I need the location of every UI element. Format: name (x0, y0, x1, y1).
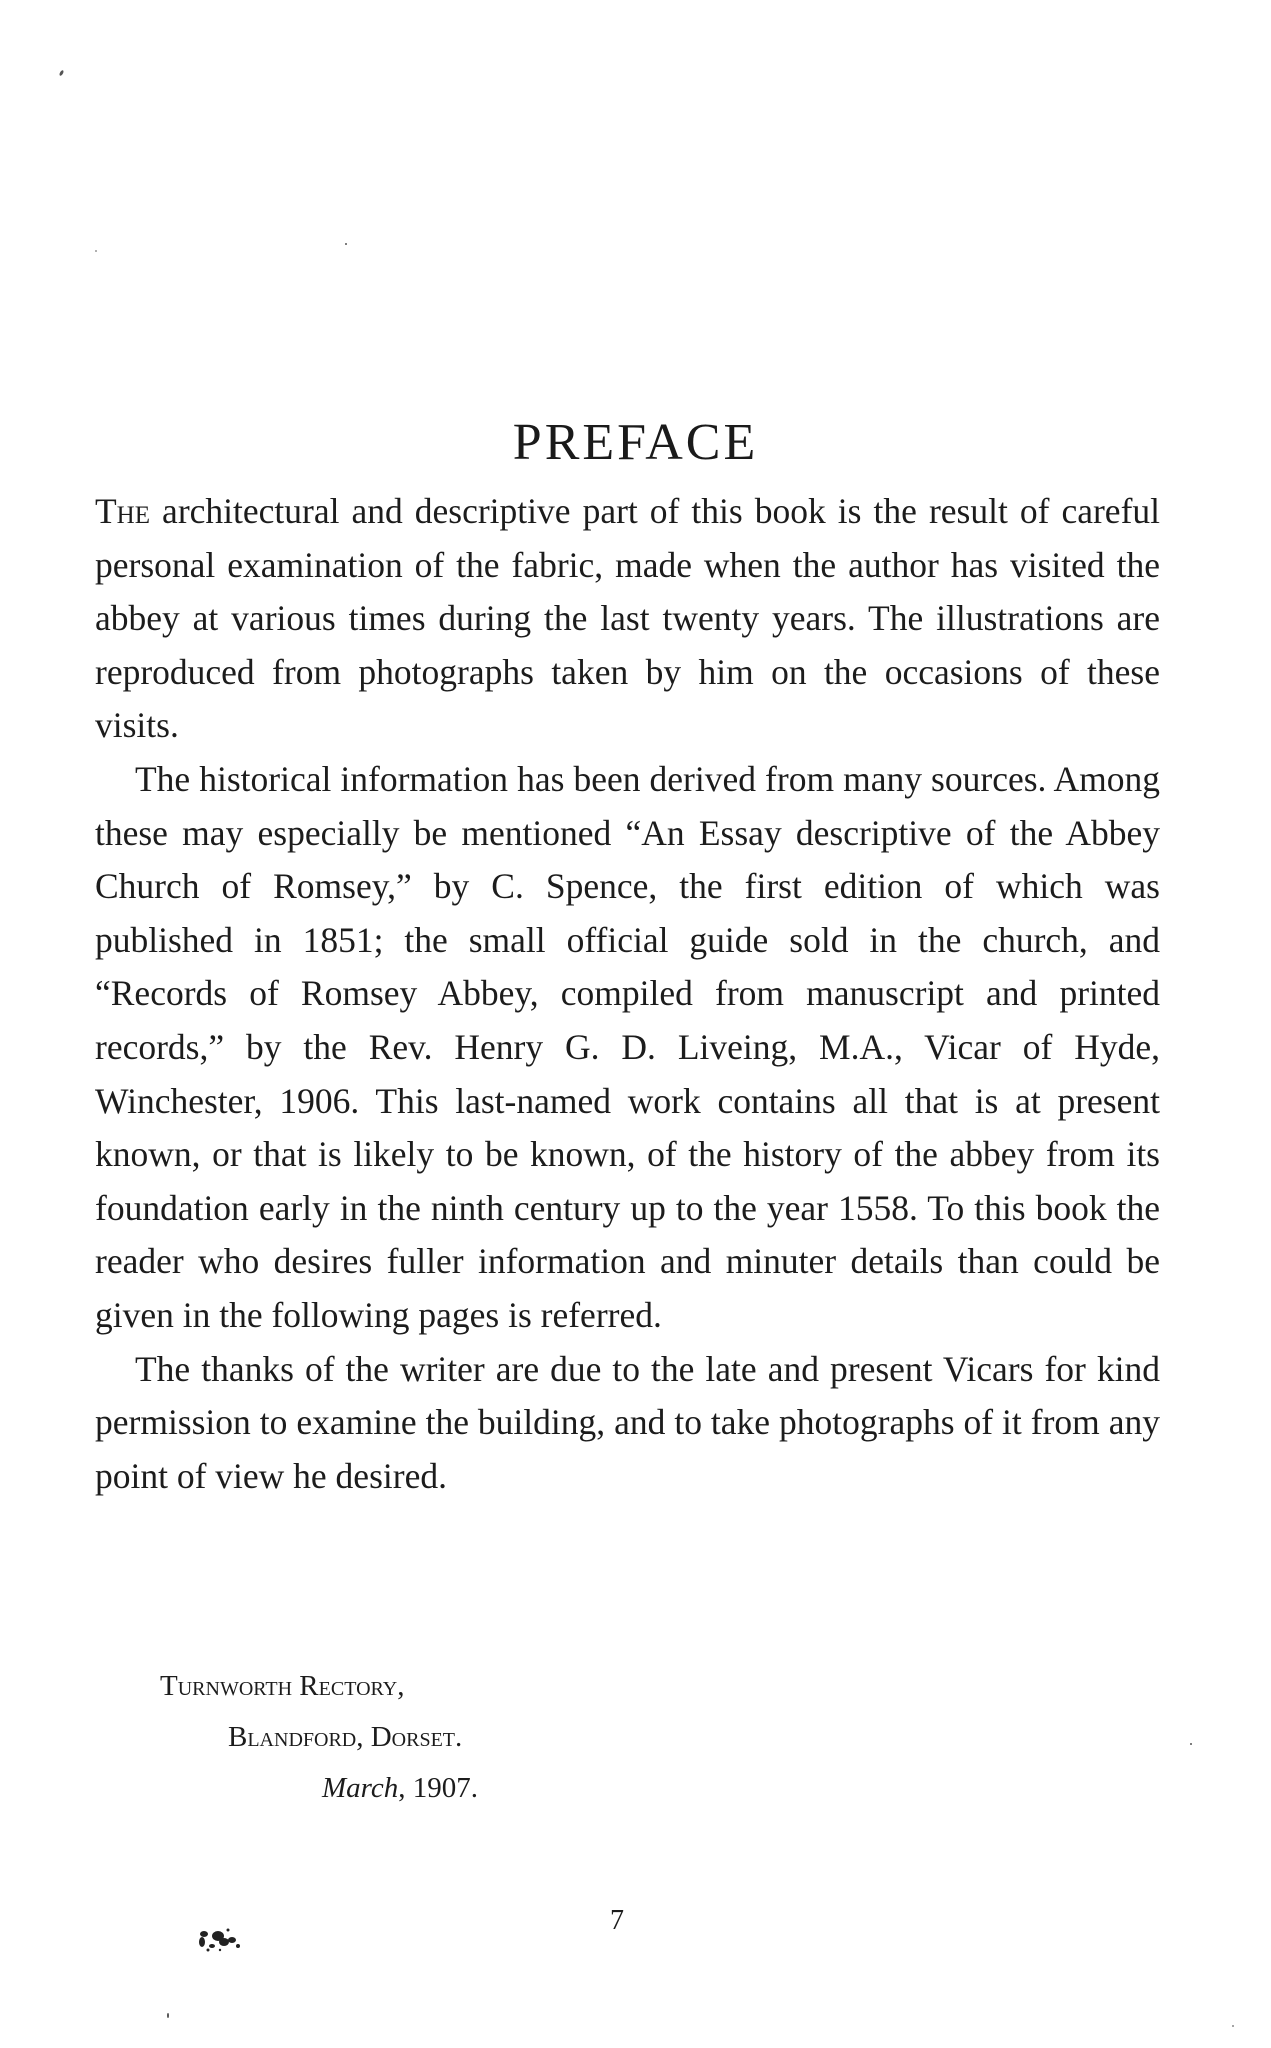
ink-blot-icon (190, 1920, 260, 1960)
scan-speck (1232, 2025, 1234, 2027)
scan-speck (59, 70, 65, 77)
preface-body (95, 485, 1160, 1503)
signature-date-year: , 1907. (398, 1772, 478, 1804)
scan-speck (1190, 1743, 1192, 1745)
paragraph-lead-word: The (95, 491, 151, 531)
paragraph-text: architectural and descriptive part of this book is the result of careful personal examination of the fabric, made when the author has visited the abbey at various times during the last twenty years. The illustrations are reproduced from photographs taken by him on the occasions of these visits. (95, 491, 1160, 746)
scan-speck (95, 250, 97, 252)
signature-place-line-2: Blandford, Dorset. (228, 1721, 463, 1753)
signature-place-line-1: Turnworth Rectory, (160, 1670, 405, 1702)
paragraph-2: The historical information has been derived from many sources. Among these may especially be mentioned “An Essay descriptive of the Abbey Church of Romsey,” by C. Spence, the first edition of which was published in 1851; the small official guide sold in the church, and “Records of Romsey Abbey, compiled from manuscript and printed records,” by the Rev. Henry G. D. Liveing, M.A., Vicar of Hyde, Winchester, 1906. This last-named work contains all that is at present known, or that is likely to be known, of the history of the abbey from its foundation early in the ninth century up to the year 1558. To this book the reader who desires fuller information and minuter details than could be given in the following pages is referred. (95, 758, 1160, 1335)
paragraph-3: The thanks of the writer are due to the late and present Vicars for kind permission to examine the building, and to take photographs of it from any point of view he desired. (95, 1348, 1160, 1496)
page-title: PREFACE (512, 413, 759, 471)
page-number: 7 (610, 1905, 624, 1936)
signature-date (322, 1768, 478, 1808)
scan-speck (345, 243, 347, 245)
scan-speck (167, 2013, 169, 2018)
signature-date-month: March (322, 1772, 399, 1804)
paragraph-1 (95, 485, 1160, 753)
